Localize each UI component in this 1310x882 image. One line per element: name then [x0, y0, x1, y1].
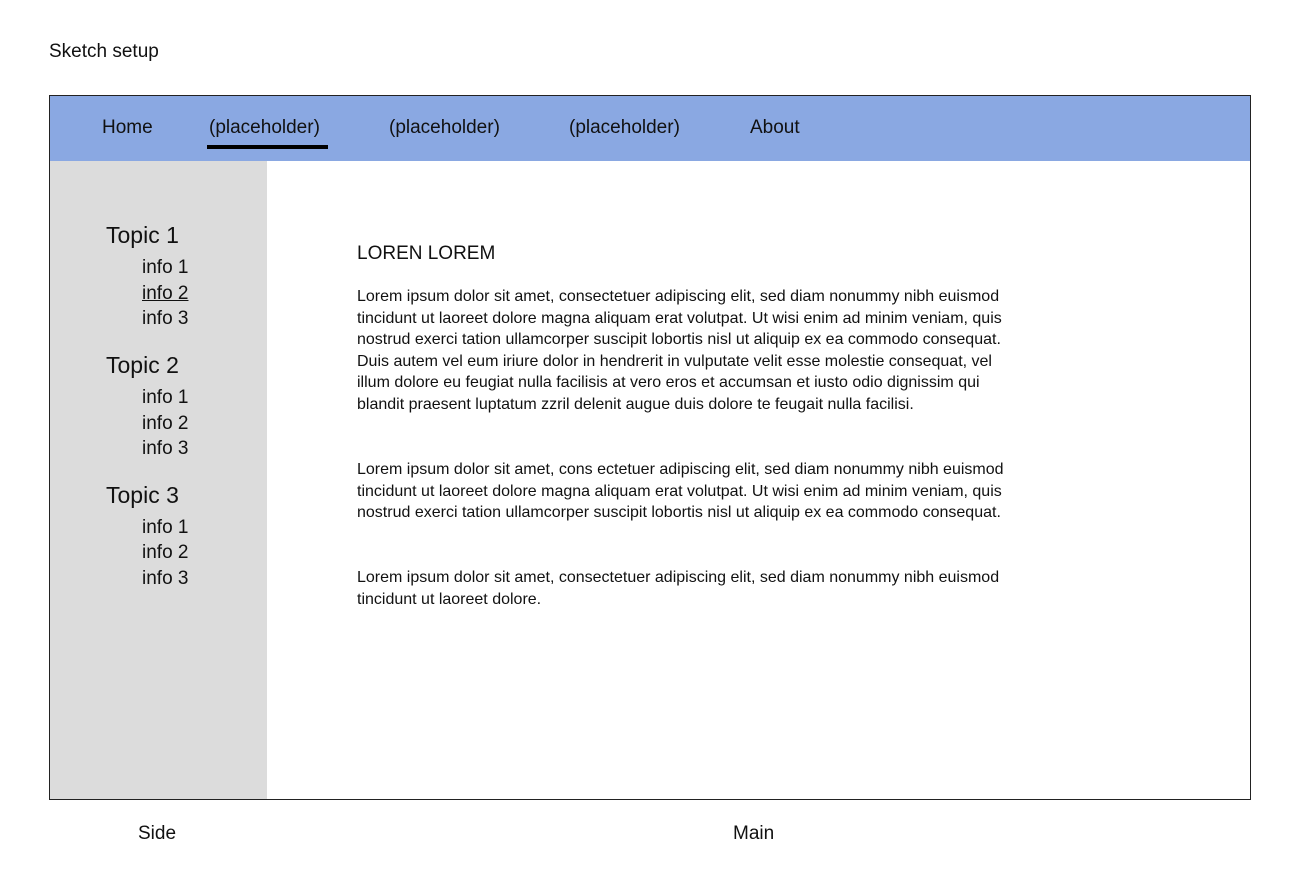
- sketch-title: Sketch setup: [49, 41, 159, 62]
- sidebar-topic-1-info-1[interactable]: info 1: [142, 257, 189, 278]
- top-navigation: [50, 96, 1250, 161]
- sidebar-topic-3-info-1[interactable]: info 1: [142, 517, 189, 538]
- content-paragraph-2: Lorem ipsum dolor sit amet, cons ectetuer adipiscing elit, sed diam nonummy nibh euismod tincidunt ut laoreet dolore magna aliquam erat volutpat. Ut wisi enim ad minim veniam, quis nostrud exerci tation ullamcorper suscipit lobortis nisl ut aliquip ex ea commodo consequat.: [357, 461, 1004, 522]
- nav-item-placeholder-2[interactable]: (placeholder): [389, 117, 500, 138]
- content-heading: LOREN LOREM: [357, 243, 496, 264]
- content-paragraph-3: Lorem ipsum dolor sit amet, consectetuer adipiscing elit, sed diam nonummy nibh euismod tincidunt ut laoreet dolore.: [357, 569, 1000, 608]
- content-paragraph-1: Lorem ipsum dolor sit amet, consectetuer adipiscing elit, sed diam nonummy nibh euismod tincidunt ut laoreet dolore magna aliquam erat volutpat. Ut wisi enim ad minim veniam, quis nostrud exerci tation ullamcorper suscipit lobortis nisl ut aliquip ex ea commodo consequat. Duis autem vel eum iriure dolor in hendrerit in vulputate velit esse molestie consequat, vel illum dolore eu feugiat nulla facilisis at vero eros et accumsan et iusto odio dignissim qui blandit praesent luptatum zzril delenit augue duis dolore te feugait nulla facilisi.: [357, 288, 1002, 413]
- sidebar-topic-1[interactable]: Topic 1: [106, 222, 179, 248]
- sidebar-topic-3[interactable]: Topic 3: [106, 482, 179, 508]
- sidebar-topic-1-info-2[interactable]: info 2: [142, 283, 189, 304]
- sidebar-topic-1-info-3[interactable]: info 3: [142, 308, 189, 329]
- nav-item-placeholder-3[interactable]: (placeholder): [569, 117, 680, 138]
- sidebar-topic-3-info-2[interactable]: info 2: [142, 542, 189, 563]
- caption-main: Main: [733, 823, 775, 844]
- active-tab-indicator: [207, 145, 328, 149]
- sidebar: [50, 161, 267, 799]
- main-content: [267, 161, 1250, 799]
- sidebar-topic-3-info-3[interactable]: info 3: [142, 568, 189, 589]
- sidebar-topic-2-info-2[interactable]: info 2: [142, 413, 189, 434]
- sidebar-topic-2-info-1[interactable]: info 1: [142, 387, 189, 408]
- nav-item-placeholder-1[interactable]: (placeholder): [209, 117, 320, 138]
- caption-side: Side: [138, 823, 177, 844]
- nav-item-home[interactable]: Home: [102, 117, 153, 138]
- nav-item-about[interactable]: About: [750, 117, 800, 138]
- sidebar-topic-2[interactable]: Topic 2: [106, 352, 179, 378]
- sidebar-topic-2-info-3[interactable]: info 3: [142, 438, 189, 459]
- wireframe-frame: [49, 95, 1251, 800]
